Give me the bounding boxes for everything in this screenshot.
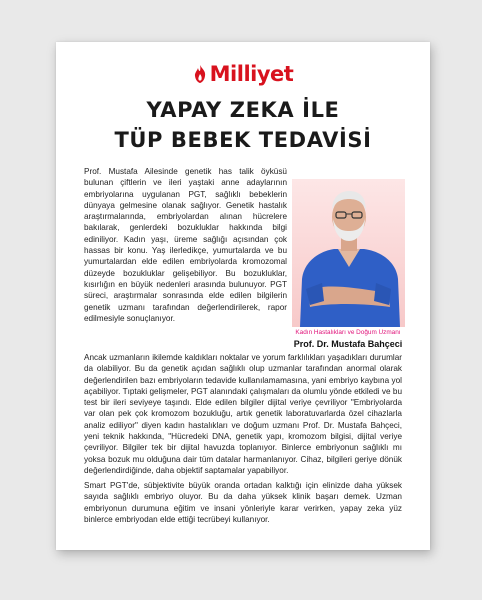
- photo-caption: Kadın Hastalıkları ve Doğum Uzmanı: [295, 329, 401, 336]
- doctor-name: Prof. Dr. Mustafa Bahçeci: [293, 339, 403, 349]
- article-paragraph-1: Prof. Mustafa Ailesinde genetik has talik öyküsü bulunan çiftlerin ve ileri yaştaki anne adaylarının embriyolarına uygulanan PGT, sağlıklı bebeklerin dünyaya gelmesine olanak sağlıyor. Genetik hastalık araştırmalarında, embriyolardan alınan hücrelere bakılarak, genlerdeki bozukluklar hakkında bilgi ediniliyor. Kadın yaşı, üreme sağlığı açısından çok hassas bir konu. Yaş ilerledikçe, yumurtalarda ve bu yumurtalardan elde edilen embriyolarda kromozomal düzeyde bozukluklar gelişebiliyor. Bu bozukluklar, kısırlığın en büyük nedenleri arasında bulunuyor. PGT süreci, araştırmalar sonrasında elde edilen bilgilerin genetik uzmanı tarafından değerlendirilerek, rapor edilmesiyle sonuçlanıyor.: [84, 167, 287, 323]
- headline: [56, 95, 430, 155]
- newspaper-clipping: [56, 42, 430, 550]
- article-paragraph-2: Ancak uzmanların ikilemde kaldıkları noktalar ve yorum farklılıkları yaşadıkları durumlar da olabiliyor. Bu da genetik açıdan sağlıklı olup uzmanlar tarafından anormal olarak değerlendirilen bazı embriyoların tedavide kullanılamamasına, yani embriyo kaybına yol açabiliyor. Tıptaki gelişmeler, PGT alanındaki çalışmaları da olumlu yönde etkiledi ve bu test bir ileri seviyeye taşındı. Elde edilen bilgiler dijital veriye çevriliyor "Embriyolarda var olan pek çok kromozom bozukluğu, artık genetik laboratuvarlarda özel cihazlarla analiz ediliyor" diyen kadın hastalıkları ve doğum uzmanı Prof. Dr. Mustafa Bahçeci, yeni teknik hakkında, "Hücredeki DNA, genetik yapı, kromozom bilgisi, dijital veriye çevriliyor. Bilgiler tek bir dijital havuzda toplanıyor. Binlerce embriyonun sağlıklı mı yoksa bozuk mu olduğuna dair tüm datalar harmanlanıyor. Cihaz, bilgileri geriye dönük değerlendirdiğinde, daha objektif saptamalar yapabiliyor.: [84, 353, 402, 475]
- masthead: [56, 62, 430, 86]
- doctor-illustration: [292, 179, 405, 327]
- flame-logo-icon: [193, 65, 207, 83]
- headline-line-2: TÜP BEBEK TEDAVİSİ: [114, 128, 372, 152]
- article-paragraph-3: Smart PGT'de, sübjektivite büyük oranda ortadan kalktığı için elinizde daha yüksek sayıda sağlıklı embriyo oluyor. Bu da daha yüksek klinik başarı demek. Uzman embriyonun durumuna eğitim ve insani yönleriyle karar verirken, yapay zeka yüz binlerce embriyodan elde ettiği tecrübeyi kullanıyor.: [84, 481, 402, 524]
- doctor-photo: [292, 179, 405, 327]
- headline-line-1: YAPAY ZEKA İLE: [146, 98, 340, 122]
- milliyet-logo: Milliyet: [209, 62, 294, 86]
